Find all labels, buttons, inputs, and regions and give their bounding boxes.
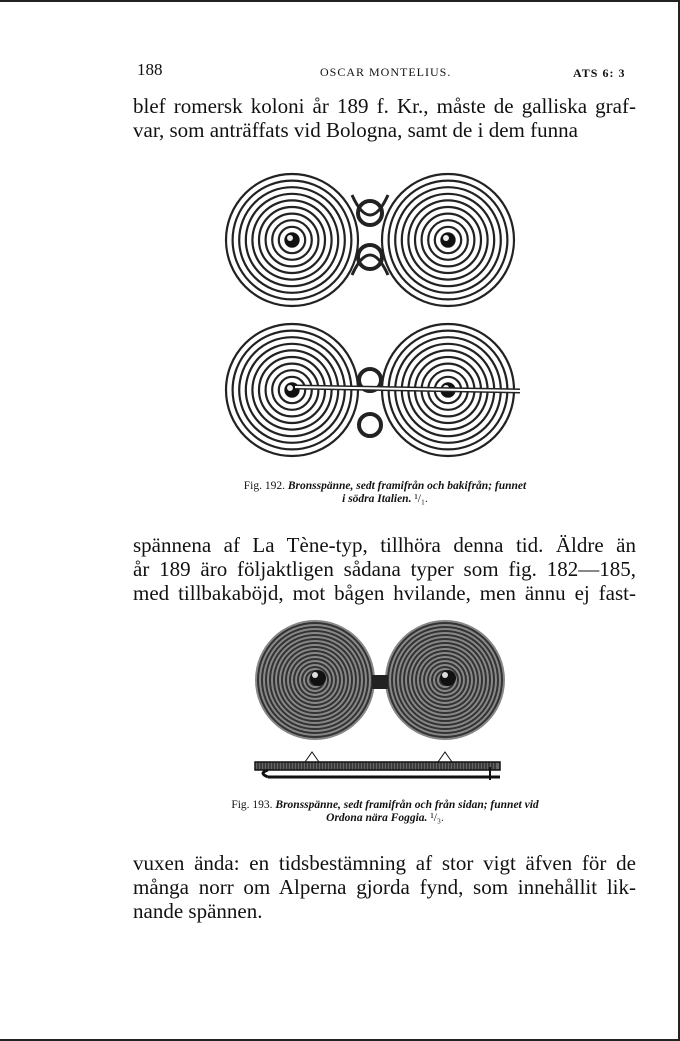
caption-text: Bronsspänne, sedt framifrån och från sidan; funnet vid (275, 799, 539, 811)
figure-192-caption (195, 480, 575, 506)
page-number: 188 (137, 60, 163, 79)
signature-mark: ATS 6: 3 (573, 66, 626, 80)
caption-text: Ordona nära Foggia. (326, 812, 428, 824)
paragraph-line: många norr om Alperna gjorda fynd, som innehållit lik- (133, 875, 636, 899)
figure-label: Fig. 192. (243, 480, 285, 492)
brooch-front-view (226, 174, 514, 306)
paragraph-line: med tillbakaböjd, mot bågen hvilande, men ännu ej fast- (133, 581, 636, 605)
caption-text: Bronsspänne, sedt framifrån och bakifrån; funnet (287, 480, 527, 492)
figure-193-illustration (250, 620, 510, 790)
paragraph-line: vuxen ända: en tidsbestämning af stor vigt äfven för de (133, 851, 636, 875)
paragraph-3 (133, 851, 636, 923)
scale-note: ¹/₃. (430, 812, 444, 824)
paragraph-2 (133, 533, 636, 605)
scale-note: ¹/₁. (414, 493, 428, 505)
paragraph-line: var, som anträffats vid Bologna, samt de i dem funna (133, 118, 578, 142)
brooch-back-view (226, 324, 520, 456)
running-title: OSCAR MONTELIUS. (320, 65, 452, 79)
paragraph-line: blef romersk koloni år 189 f. Kr., måste de galliska graf- (133, 94, 636, 118)
brooch-side-view (255, 752, 500, 780)
paragraph-line: spännena af La Tène-typ, tillhöra denna tid. Äldre än (133, 533, 636, 557)
caption-text: i södra Italien. (342, 493, 412, 505)
paragraph-line: år 189 äro följaktligen sådana typer som fig. 182—185, (133, 557, 636, 581)
page-border-top (0, 0, 680, 2)
brooch-front-view (255, 620, 505, 740)
figure-192-illustration (220, 165, 520, 475)
paragraph-line: nande spännen. (133, 899, 263, 923)
paragraph-1 (133, 94, 636, 142)
figure-label: Fig. 193. (231, 799, 273, 811)
figure-193-caption (180, 799, 590, 825)
